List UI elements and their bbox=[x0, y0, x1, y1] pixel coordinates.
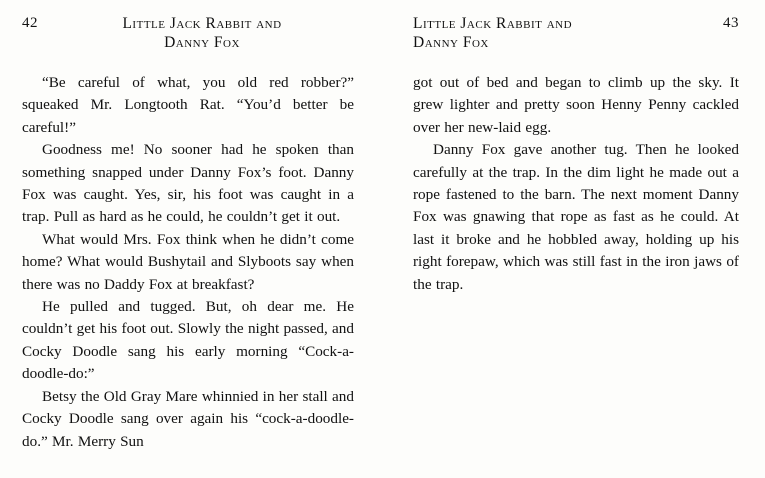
left-running-title-line-2: Danny Fox bbox=[164, 34, 240, 51]
paragraph: “Be careful of what, you old red robber?” squeaked Mr. Longtooth Rat. “You’d better be careful!” bbox=[22, 74, 354, 136]
right-running-title bbox=[413, 14, 707, 52]
left-running-title-line-1: Little Jack Rabbit and bbox=[122, 15, 282, 32]
paragraph: Betsy the Old Gray Mare whinnied in her stall and Cocky Doodle sang over again his “cock-a-doodle-do.” Mr. Merry Sun bbox=[22, 387, 354, 450]
left-page bbox=[0, 0, 382, 478]
paragraph: Goodness me! No sooner had he spoken than something snapped under Danny Fox’s foot. Danny Fox was caught. Yes, sir, his foot was caught in a trap. Pull as hard as he could, he couldn’t get it out. bbox=[22, 141, 354, 226]
left-page-folio: 42 bbox=[22, 15, 38, 31]
left-page-body bbox=[22, 72, 354, 453]
right-page-body bbox=[413, 72, 739, 296]
paragraph: got out of bed and began to climb up the sky. It grew lighter and pretty soon Henny Penny cackled over her new-laid egg. bbox=[413, 74, 739, 136]
right-page bbox=[383, 0, 765, 478]
paragraph: What would Mrs. Fox think when he didn’t come home? What would Bushytail and Slyboots say when there was no Daddy Fox at breakfast? bbox=[22, 230, 354, 293]
paragraph: He pulled and tugged. But, oh dear me. He couldn’t get his foot out. Slowly the night passed, and Cocky Doodle sang his early morning “Cock-a-doodle-do:” bbox=[22, 298, 354, 383]
right-running-title-line-1: Little Jack Rabbit and bbox=[413, 15, 573, 32]
right-page-header bbox=[413, 14, 739, 54]
right-page-folio: 43 bbox=[723, 15, 739, 31]
right-running-title-line-2: Danny Fox bbox=[413, 34, 489, 51]
left-running-title bbox=[60, 14, 354, 52]
paragraph: Danny Fox gave another tug. Then he looked carefully at the trap. In the dim light he made out a rope fastened to the barn. The next moment Danny Fox was gnawing that rope as fast as he could. At last it broke and he hobbled away, holding up his right forepaw, which was still fast in the iron jaws of the trap. bbox=[413, 141, 739, 293]
left-page-header bbox=[22, 14, 354, 54]
